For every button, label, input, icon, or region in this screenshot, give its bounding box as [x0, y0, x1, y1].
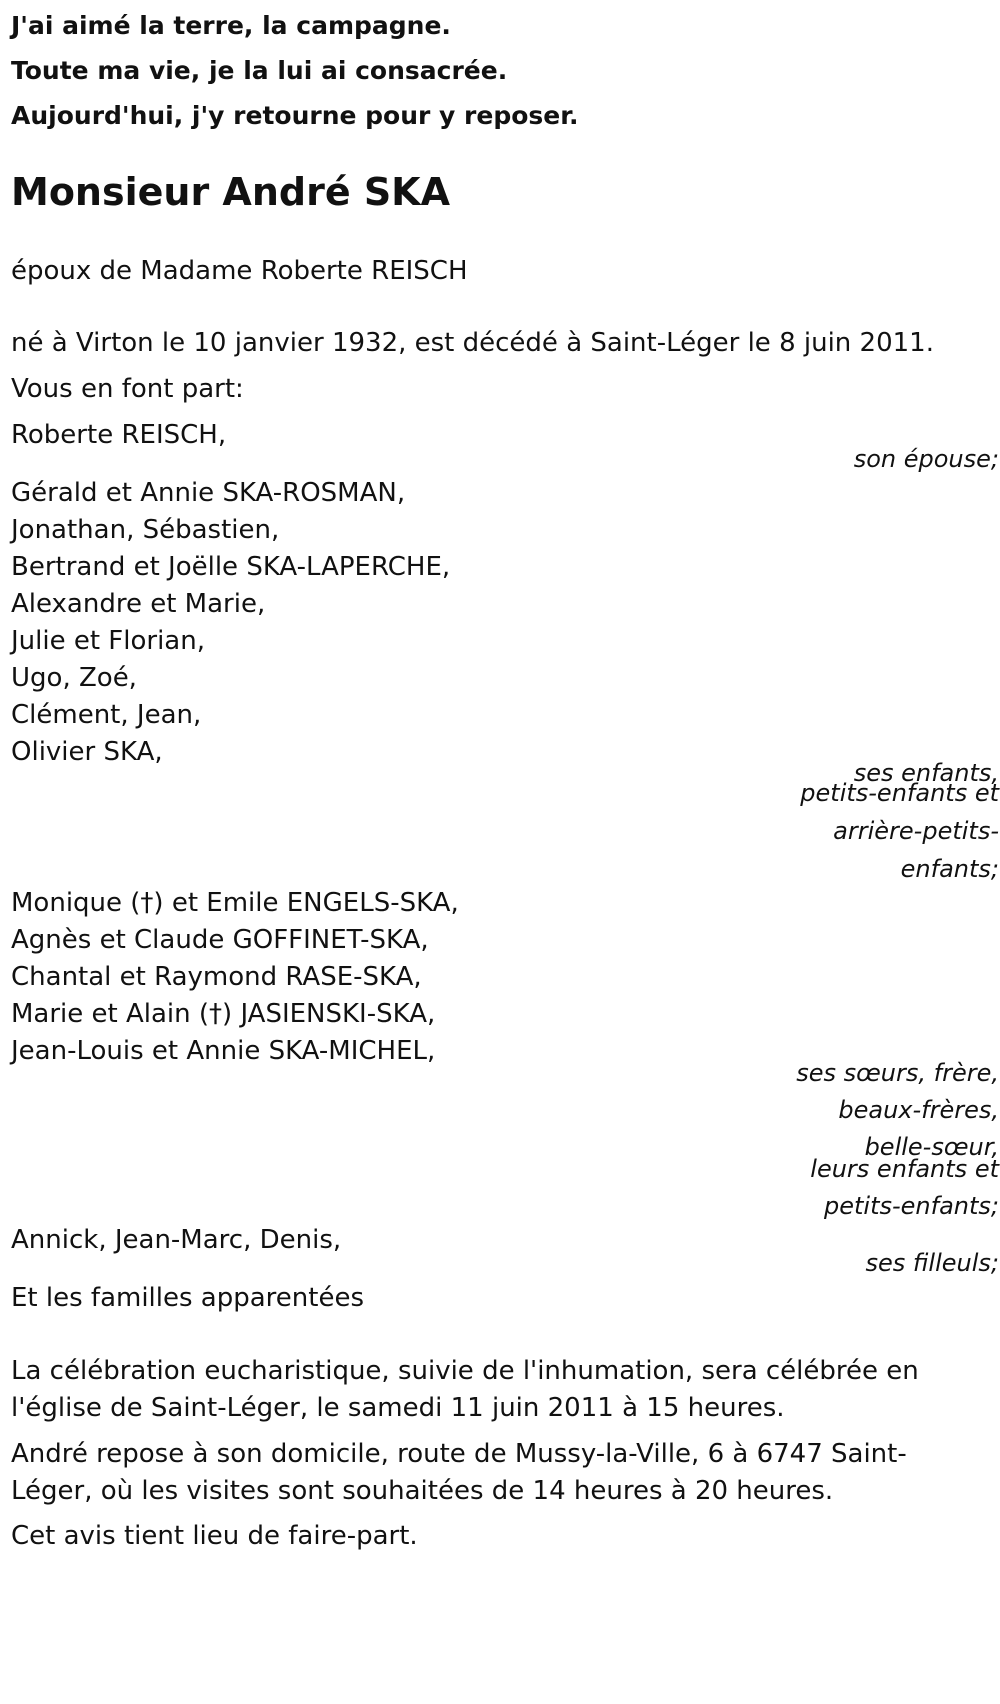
spouse-relation: son épouse; [853, 445, 999, 473]
siblings-relation: leurs enfants et [810, 1155, 999, 1183]
families-line: Et les familles apparentées [11, 1283, 365, 1313]
siblings-relation: belle-sœur, [864, 1133, 999, 1161]
children-name: Gérald et Annie SKA-ROSMAN, [11, 478, 406, 508]
children-name: Ugo, Zoé, [11, 663, 137, 693]
children-relation: enfants; [900, 855, 999, 883]
sibling-name: Agnès et Claude GOFFINET-SKA, [11, 925, 429, 955]
children-relation: arrière-petits- [833, 817, 999, 845]
deceased-name: Monsieur André SKA [11, 170, 451, 214]
birth-death-line: né à Virton le 10 janvier 1932, est décédé à Saint-Léger le 8 juin 2011. [11, 328, 934, 358]
children-name: Olivier SKA, [11, 737, 163, 767]
spouse-name: Roberte REISCH, [11, 420, 227, 450]
announce-intro: Vous en font part: [11, 374, 244, 404]
children-relation: ses enfants, [853, 759, 999, 787]
poem-line-2: Toute ma vie, je la lui ai consacrée. [11, 56, 508, 85]
children-name: Jonathan, Sébastien, [11, 515, 280, 545]
godchildren-name: Annick, Jean-Marc, Denis, [11, 1225, 342, 1255]
visitation-line-1: André repose à son domicile, route de Mussy-la-Ville, 6 à 6747 Saint- [11, 1439, 907, 1469]
children-name: Clément, Jean, [11, 700, 202, 730]
children-name: Julie et Florian, [11, 626, 205, 656]
siblings-relation: ses sœurs, frère, [796, 1059, 999, 1087]
sibling-name: Marie et Alain (†) JASIENSKI-SKA, [11, 999, 436, 1029]
ceremony-line-2: l'église de Saint-Léger, le samedi 11 juin 2011 à 15 heures. [11, 1393, 785, 1423]
children-relation: petits-enfants et [800, 779, 999, 807]
spouse-line: époux de Madame Roberte REISCH [11, 256, 468, 286]
sibling-name: Monique (†) et Emile ENGELS-SKA, [11, 888, 459, 918]
ceremony-line-1: La célébration eucharistique, suivie de l'inhumation, sera célébrée en [11, 1356, 919, 1386]
godchildren-relation: ses filleuls; [865, 1249, 999, 1277]
siblings-relation: beaux-frères, [838, 1096, 999, 1124]
children-name: Alexandre et Marie, [11, 589, 266, 619]
poem-line-3: Aujourd'hui, j'y retourne pour y reposer. [11, 101, 579, 130]
siblings-relation: petits-enfants; [824, 1192, 999, 1220]
poem-line-1: J'ai aimé la terre, la campagne. [11, 11, 451, 40]
sibling-name: Chantal et Raymond RASE-SKA, [11, 962, 422, 992]
children-name: Bertrand et Joëlle SKA-LAPERCHE, [11, 552, 451, 582]
closing-line: Cet avis tient lieu de faire-part. [11, 1521, 418, 1551]
sibling-name: Jean-Louis et Annie SKA-MICHEL, [11, 1036, 436, 1066]
visitation-line-2: Léger, où les visites sont souhaitées de 14 heures à 20 heures. [11, 1476, 834, 1506]
